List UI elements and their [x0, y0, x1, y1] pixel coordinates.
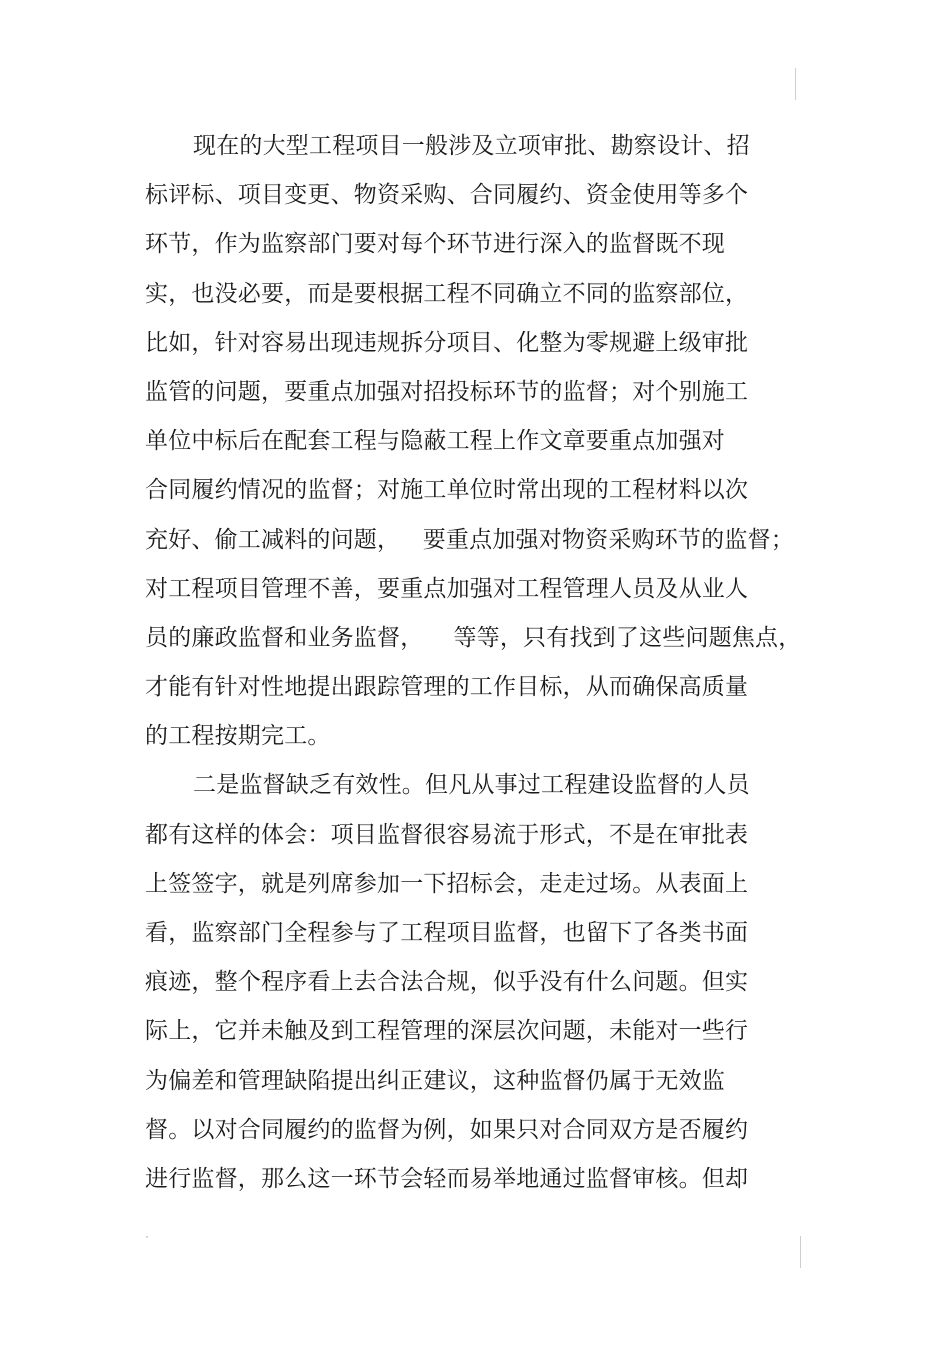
text-line: 督。以对合同履约的监督为例，如果只对合同双方是否履约	[145, 1116, 749, 1143]
text-line: 监管的问题，要重点加强对招投标环节的监督；对个别施工	[145, 378, 749, 405]
text-line: 上签签字，就是列席参加一下招标会，走走过场。从表面上	[145, 870, 749, 897]
text-line: 为偏差和管理缺陷提出纠正建议，这种监督仍属于无效监	[145, 1067, 725, 1094]
page-edge-mark-top	[795, 68, 796, 100]
text-line: 的工程按期完工。	[145, 723, 331, 750]
text-line: 员的廉政监督和业务监督， 等等，只有找到了这些问题焦点，	[145, 624, 802, 651]
text-line: 际上，它并未触及到工程管理的深层次问题，未能对一些行	[145, 1018, 749, 1045]
text-line: 二是监督缺乏有效性。但凡从事过工程建设监督的人员	[193, 772, 750, 799]
text-line: 单位中标后在配套工程与隐蔽工程上作文章要重点加强对	[145, 428, 725, 455]
text-line: 环节，作为监察部门要对每个环节进行深入的监督既不现	[145, 231, 725, 258]
text-line: 痕迹，整个程序看上去合法合规，似乎没有什么问题。但实	[145, 969, 749, 996]
text-line: 合同履约情况的监督；对施工单位时常出现的工程材料以次	[145, 477, 749, 504]
text-line: 现在的大型工程项目一般涉及立项审批、勘察设计、招	[193, 133, 750, 159]
text-line: 进行监督，那么这一环节会轻而易举地通过监督审核。但却	[145, 1165, 749, 1192]
page-edge-mark-bottom	[800, 1236, 801, 1268]
text-line: 实，也没必要，而是要根据工程不同确立不同的监察部位，	[145, 280, 749, 307]
document-body	[145, 122, 802, 1204]
text-line: 对工程项目管理不善，要重点加强对工程管理人员及从业人	[145, 575, 749, 602]
text-line: 看，监察部门全程参与了工程项目监督，也留下了各类书面	[145, 920, 749, 946]
text-line: 比如，针对容易出现违规拆分项目、化整为零规避上级审批	[145, 329, 749, 356]
text-line: 标评标、项目变更、物资采购、合同履约、资金使用等多个	[145, 182, 749, 209]
text-line: 充好、偷工减料的问题， 要重点加强对物资采购环节的监督；	[145, 526, 794, 553]
page-speck	[146, 1236, 148, 1238]
text-line: 才能有针对性地提出跟踪管理的工作目标，从而确保高质量	[145, 674, 749, 701]
text-line: 都有这样的体会：项目监督很容易流于形式，不是在审批表	[145, 821, 749, 848]
